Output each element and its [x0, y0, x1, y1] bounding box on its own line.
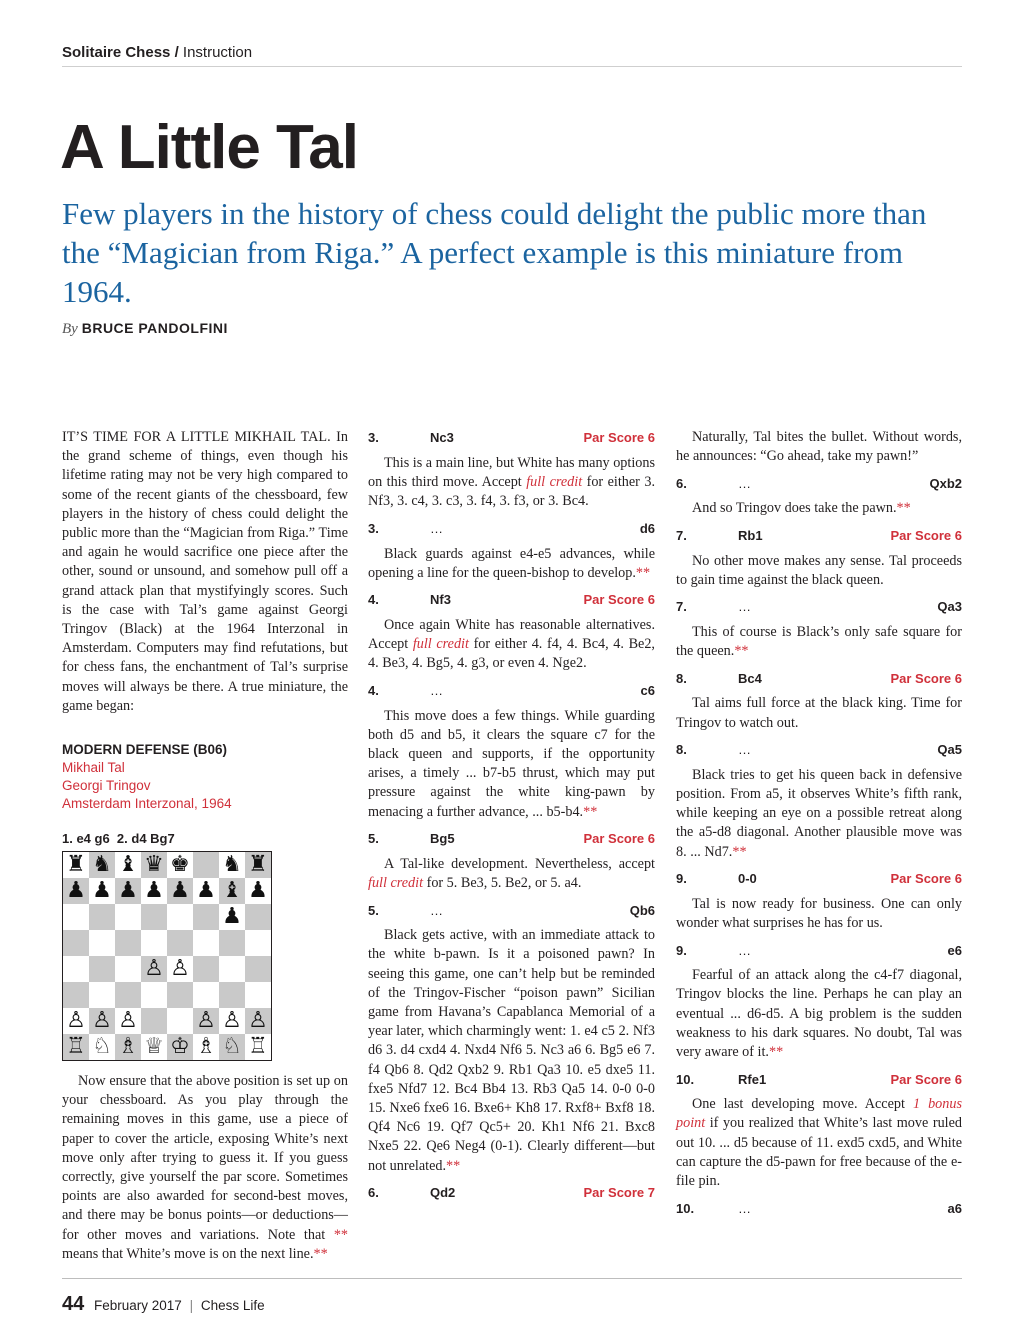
board-square: [141, 852, 167, 878]
note-text: Naturally, Tal bites the bullet. Without words, he announces: “Go ahead, take my pawn!”: [676, 429, 962, 465]
note-text: Fearful of an attack along the c4-f7 diagonal, Tringov blocks the line. Perhaps he can play an eventual ... d6-d5. A big problem is the sudden weakness to his dark squares. No doubt, Tal was very aware of it.: [676, 967, 962, 1061]
move-text: Nf3: [430, 592, 451, 608]
chess-piece: ♘: [92, 1034, 112, 1059]
board-square: [193, 1008, 219, 1034]
move-number: 6.: [368, 1185, 379, 1201]
board-square: [115, 1034, 141, 1060]
note-text: for 5. Be3, 5. Be2, or 5. a4.: [423, 875, 582, 892]
board-square: [245, 878, 271, 904]
instructions-text-1: Now ensure that the above position is set up on your chessboard. As you play through the remaining moves in this game, use a piece of paper to cover the article, exposing White’s next move only after trying to guess it. If you guess correctly, give yourself the par score. Sometimes points are also awarded for second-best moves, and there may be bonus points—or deductions—for other moves and variations. Note that: [62, 1073, 348, 1243]
board-square: [89, 956, 115, 982]
board-square: [89, 904, 115, 930]
board-square: [89, 982, 115, 1008]
chess-piece: ♙: [248, 1008, 268, 1033]
board-square: [245, 956, 271, 982]
board-square: [115, 878, 141, 904]
move-number: 8.: [676, 670, 687, 686]
reply-move: Qxb2: [929, 475, 962, 491]
chess-piece: ♗: [118, 1034, 138, 1059]
move-row: [368, 1183, 655, 1203]
reply-move: Qb6: [629, 902, 655, 918]
chess-piece: ♟: [118, 878, 138, 903]
move-row: [368, 829, 655, 849]
move-note: [676, 895, 962, 933]
chess-piece: ♖: [66, 1034, 86, 1059]
byline-prefix: By: [62, 321, 78, 337]
chess-piece: ♜: [66, 852, 86, 877]
move-note: [676, 428, 962, 466]
move-number: 9.: [676, 942, 687, 958]
intro-paragraph: IT’S TIME FOR A LITTLE MIKHAIL TAL. In the grand scheme of things, even though his lifetime rating may not be very high compared to some of the recent giants of the chessboard, few players in the history of chess could delight the public more than the “Magician from Riga.” Time and again he would sacrifice one piece after the other, sound or unsound, and somehow pull off a grand attack plan that mystifyingly scores. Such is the case with Tal’s game against Georgi Tringov (Black) at the 1964 Interzonal in Amsterdam. Computers may find refutations, but for chess fans, the enchantment of Tal’s surprise moves will always be there. A true miniature, the game began:: [62, 429, 348, 714]
par-score: Par Score 6: [583, 831, 655, 847]
reply-move: a6: [947, 1200, 962, 1216]
footer-date: February 2017: [94, 1298, 182, 1313]
move-text: Nc3: [430, 430, 454, 446]
move-text: …: [738, 942, 751, 958]
board-square: [193, 904, 219, 930]
chess-piece: ♝: [222, 878, 242, 903]
board-square: [141, 904, 167, 930]
chess-piece: ♟: [196, 878, 216, 903]
board-square: [141, 956, 167, 982]
note-text: Tal aims full force at the black king. Time for Tringov to watch out.: [676, 695, 962, 731]
chess-piece: ♕: [144, 1034, 164, 1059]
note-text: Black tries to get his queen back in defensive position. From a5, it observes White’s fifth rank, while keeping an eye on a possible retreat along the a5-d8 diagonal. Another plausible move was 8. ... Nd7.: [676, 766, 962, 860]
board-square: [245, 904, 271, 930]
board-square: [219, 1034, 245, 1060]
move-note: [368, 926, 655, 1176]
move-text: …: [738, 599, 751, 615]
stars-marker: **: [583, 803, 598, 820]
reply-move: Qa3: [937, 599, 962, 615]
board-square: [63, 1008, 89, 1034]
board-square: [193, 982, 219, 1008]
chess-piece: ♚: [170, 852, 190, 877]
move-text: Bg5: [430, 831, 455, 847]
board-square: [219, 1008, 245, 1034]
reply-move: d6: [639, 521, 655, 536]
page-footer: [62, 1293, 265, 1316]
board-square: [245, 1008, 271, 1034]
board-square: [167, 930, 193, 956]
note-emphasis: full credit: [526, 474, 583, 491]
board-square: [141, 1008, 167, 1034]
move-row: [676, 526, 962, 546]
game-black-player: Georgi Tringov: [62, 778, 151, 794]
chessboard-diagram: [62, 851, 272, 1061]
board-square: [141, 930, 167, 956]
article-title: A Little Tal: [60, 113, 358, 182]
move-number: 9.: [676, 871, 687, 887]
bottom-rule: [62, 1278, 962, 1279]
move-row: [676, 473, 962, 493]
note-emphasis: full credit: [368, 875, 424, 892]
move-row: [676, 1198, 962, 1218]
footer-magazine: Chess Life: [200, 1298, 265, 1313]
note-text: No other move makes any sense. Tal proceeds to gain time against the black queen.: [676, 552, 962, 588]
board-square: [219, 852, 245, 878]
section-header: [62, 44, 962, 61]
move-text: …: [738, 1200, 751, 1216]
reply-move: c6: [640, 683, 655, 699]
chess-piece: ♛: [144, 852, 164, 877]
board-square: [219, 982, 245, 1008]
chess-piece: ♙: [170, 956, 190, 981]
move-note: [676, 766, 962, 862]
chess-piece: ♔: [170, 1034, 190, 1059]
byline-author: BRUCE PANDOLFINI: [81, 320, 228, 336]
chess-piece: ♙: [196, 1008, 216, 1033]
board-square: [63, 878, 89, 904]
move-note: [368, 454, 655, 512]
page-number: 44: [62, 1293, 85, 1315]
board-square: [245, 1034, 271, 1060]
par-score: Par Score 6: [890, 871, 962, 887]
board-square: [63, 852, 89, 878]
section-name: Solitaire Chess: [62, 44, 171, 61]
move-row: [368, 590, 655, 610]
board-square: [245, 852, 271, 878]
note-text: for either 4. f4, 4. Bc4, 4. Be2, 4. Be3, 4. Bg5, 4. g3, or even 4. Nge2.: [368, 636, 655, 672]
stars-marker: **: [446, 1157, 461, 1174]
chess-piece: ♟: [66, 878, 86, 903]
move-row: [676, 668, 962, 688]
chess-piece: ♟: [144, 878, 164, 903]
board-square: [193, 852, 219, 878]
reply-move: Qa5: [937, 742, 962, 758]
move-text: Rb1: [738, 528, 763, 543]
board-square: [219, 904, 245, 930]
move-note: [676, 552, 962, 590]
move-row: [368, 428, 655, 448]
header-separator: /: [174, 44, 179, 61]
board-square: [63, 930, 89, 956]
board-square: [193, 956, 219, 982]
board-square: [219, 878, 245, 904]
move-note: [368, 545, 655, 583]
board-square: [167, 852, 193, 878]
par-score: Par Score 6: [583, 430, 655, 446]
board-square: [167, 1008, 193, 1034]
note-text: Tal is now ready for business. One can only wonder what surprises he has for us.: [676, 895, 962, 932]
column-1: [62, 428, 348, 848]
move-number: 10.: [676, 1071, 695, 1087]
board-square: [167, 982, 193, 1008]
move-note: [676, 499, 962, 518]
chess-piece: ♞: [92, 852, 112, 877]
note-text: And so Tringov does take the pawn.: [692, 500, 897, 517]
article-deck: Few players in the history of chess could delight the public more than the “Magician from Riga.” A perfect example is this miniature from 1964.: [62, 196, 927, 309]
board-square: [115, 956, 141, 982]
move-row: [368, 681, 655, 701]
board-square: [167, 956, 193, 982]
board-square: [63, 982, 89, 1008]
stars-marker: **: [768, 1044, 784, 1061]
note-text: This is a main line, but White has many options on this third move. Accept: [368, 455, 655, 491]
move-text: Qd2: [430, 1185, 456, 1201]
move-text: …: [430, 683, 443, 699]
par-score: Par Score 6: [890, 528, 962, 543]
move-note: [676, 694, 962, 732]
move-row: [676, 597, 962, 617]
chess-piece: ♝: [118, 852, 138, 877]
game-event: Amsterdam Interzonal, 1964: [62, 796, 232, 812]
column-3: [676, 428, 962, 1218]
chess-piece: ♞: [222, 852, 242, 877]
board-square: [115, 982, 141, 1008]
chess-piece: ♙: [222, 1008, 242, 1033]
note-text: Once again White has reasonable alternatives. Accept: [368, 617, 655, 653]
par-score: Par Score 6: [583, 592, 655, 608]
game-opening: MODERN DEFENSE (B06): [62, 742, 228, 758]
game-white-player: Mikhail Tal: [62, 760, 125, 776]
stars-marker: **: [635, 564, 651, 581]
move-text: Rfe1: [738, 1071, 767, 1087]
board-square: [167, 878, 193, 904]
instructions: [62, 1072, 348, 1264]
move-number: 10.: [676, 1200, 695, 1216]
chess-piece: ♙: [144, 956, 164, 981]
board-square: [167, 1034, 193, 1060]
board-square: [115, 852, 141, 878]
move-number: 8.: [676, 742, 687, 758]
board-square: [245, 930, 271, 956]
move-text: Bc4: [738, 670, 762, 686]
move-text: 0-0: [738, 871, 757, 887]
move-note: [676, 623, 962, 661]
move-text: …: [738, 742, 751, 758]
move-row: [368, 900, 655, 920]
board-square: [89, 1034, 115, 1060]
board-square: [219, 930, 245, 956]
board-square: [193, 1034, 219, 1060]
board-square: [141, 1034, 167, 1060]
move-row: [676, 940, 962, 960]
reply-move: e6: [947, 942, 962, 958]
note-text: Black gets active, with an immediate attack to the white b-pawn. Is it a poisoned pawn? In seeing this game, one can’t help but be reminded of the Tringov-Fischer “poison pawn” Sicilian game from Havana’s Capablanca Memorial of a year later, which charmingly went: 1. e4 c5 2. Nf3 d6 3. d4 cxd4 4. Nxd4 Nf6 5. Nc3 a6 6. Bg5 e6 7. f4 Qb6 8. Qd2 Qxb2 9. Rb1 Qa3 10. e5 dxe5 11. fxe5 Nfd7 12. Bc4 Bb4 13. Rb3 Qa5 14. 0-0 0-0 15. Nxe6 fxe6 16. Bxe6+ Kh8 17. Rxf8+ Bxf8 18. Qf4 Nc6 19. Qf7 Qc5+ 20. Kh1 Nf6 21. Bxc8 Nxe5 22. Qe6 Neg4 (0-1). Clearly different—but not unrelated.: [368, 927, 655, 1174]
note-text: This move does a few things. While guarding both d5 and b5, it clears the square c7 for the black queen and supports, if the opportunity arises, a timely ... b7-b5 thrust, which may put pressure against the white king-pawn by menacing a further advance, ... b5-b4.: [368, 707, 655, 820]
move-note: [676, 966, 962, 1062]
par-score: Par Score 6: [890, 1071, 962, 1087]
chess-piece: ♙: [118, 1008, 138, 1033]
board-square: [115, 1008, 141, 1034]
par-score: Par Score 6: [890, 670, 962, 686]
board-square: [193, 878, 219, 904]
move-number: 3.: [368, 521, 379, 536]
move-number: 5.: [368, 902, 379, 918]
stars-marker: **: [313, 1245, 328, 1262]
move-number: 3.: [368, 430, 379, 446]
chess-piece: ♗: [196, 1034, 216, 1059]
board-square: [63, 904, 89, 930]
note-text: This of course is Black’s only safe square for the queen.: [676, 624, 962, 660]
board-square: [245, 982, 271, 1008]
board-square: [115, 930, 141, 956]
move-number: 5.: [368, 831, 379, 847]
note-text: Black guards against e4-e5 advances, while opening a line for the queen-bishop to develop.: [368, 545, 655, 581]
move-text: …: [738, 475, 751, 491]
top-rule: [62, 66, 962, 67]
board-square: [63, 956, 89, 982]
column-2: [368, 428, 655, 1203]
board-square: [141, 982, 167, 1008]
stars-marker: **: [896, 500, 911, 517]
chess-piece: ♘: [222, 1034, 242, 1059]
move-note: [676, 1095, 962, 1191]
footer-separator: |: [189, 1298, 194, 1313]
chess-piece: ♙: [66, 1008, 86, 1033]
section-category: Instruction: [182, 44, 253, 61]
note-text: for either 3. Nf3, 3. c4, 3. c3, 3. f4, 3. f3, or 3. Bc4.: [368, 474, 655, 510]
move-number: 7.: [676, 528, 687, 543]
opening-moves: 1. e4 g6 2. d4 Bg7: [62, 831, 175, 847]
move-text: …: [430, 521, 443, 536]
move-number: 4.: [368, 592, 379, 608]
board-square: [141, 878, 167, 904]
move-note: [368, 855, 655, 893]
move-number: 4.: [368, 683, 379, 699]
note-text: if you realized that White’s last move ruled out 10. ... d5 because of 11. exd5 cxd5, and White can capture the d5-pawn for free because of the e-file pin.: [676, 1115, 962, 1190]
board-square: [89, 878, 115, 904]
board-square: [219, 956, 245, 982]
stars-marker: **: [732, 843, 747, 860]
stars-marker: **: [734, 643, 749, 660]
move-row: [676, 740, 962, 760]
note-text: One last developing move. Accept: [692, 1096, 913, 1113]
chess-piece: ♟: [170, 878, 190, 903]
chess-piece: ♜: [248, 852, 268, 877]
instructions-text-2: means that White’s move is on the next line.: [62, 1245, 314, 1262]
board-square: [89, 930, 115, 956]
move-note: [368, 616, 655, 674]
stars-marker: **: [333, 1226, 348, 1243]
chess-piece: ♙: [92, 1008, 112, 1033]
move-row: [676, 869, 962, 889]
move-row: [676, 1069, 962, 1089]
board-square: [89, 852, 115, 878]
chess-piece: ♟: [92, 878, 112, 903]
note-text: A Tal-like development. Nevertheless, accept: [384, 855, 655, 872]
move-number: 6.: [676, 475, 687, 491]
note-emphasis: full credit: [412, 636, 469, 653]
board-square: [167, 904, 193, 930]
move-text: …: [430, 902, 443, 918]
par-score: Par Score 7: [583, 1185, 655, 1201]
note-emphasis: 1 bonus point: [676, 1096, 962, 1132]
chess-piece: ♖: [248, 1034, 268, 1059]
board-square: [89, 1008, 115, 1034]
board-square: [115, 904, 141, 930]
chess-piece: ♟: [222, 904, 242, 929]
board-square: [63, 1034, 89, 1060]
move-note: [368, 707, 655, 822]
byline: [62, 320, 228, 338]
board-square: [193, 930, 219, 956]
move-number: 7.: [676, 599, 687, 615]
chess-piece: ♟: [248, 878, 268, 903]
move-row: [368, 519, 655, 539]
